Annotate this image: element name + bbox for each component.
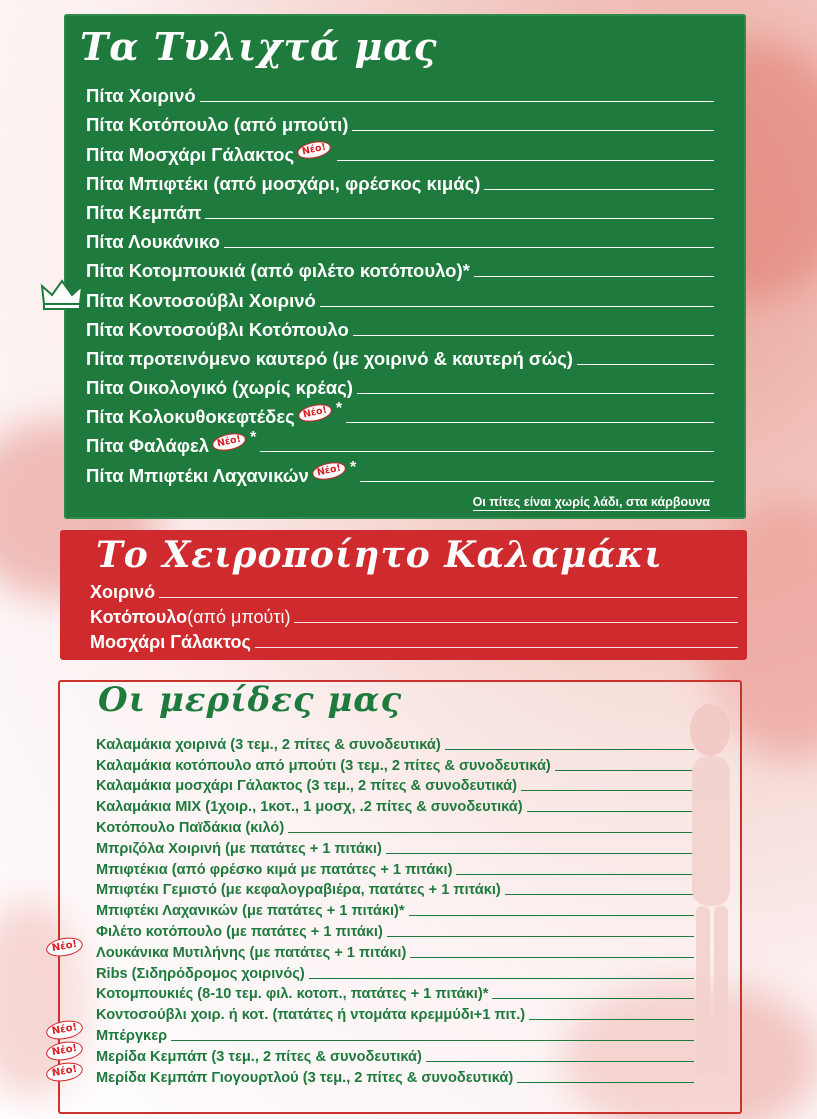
dotted-leader — [309, 978, 694, 979]
merides-item — [96, 919, 696, 940]
crown-icon — [40, 278, 84, 312]
dotted-leader — [200, 101, 714, 102]
pites-item — [86, 370, 716, 399]
new-badge: Νέο! — [45, 1039, 85, 1063]
merides-item — [96, 1065, 696, 1086]
merides-item — [96, 774, 696, 795]
dotted-leader — [445, 749, 694, 750]
merides-item-name: Καλαμάκια κοτόπουλο από μπούτι (3 τεμ., 2 πίτες & συνοδευτικά) — [96, 757, 551, 774]
new-badge: Νέο! — [45, 935, 85, 959]
new-badge: Νέο! — [311, 460, 348, 482]
merides-item-name: Μερίδα Κεμπάπ Γιογουρτλού (3 τεμ., 2 πίτες & συνοδευτικά) — [96, 1069, 514, 1086]
merides-item-name: Κοντοσούβλι χοιρ. ή κοτ. (πατάτες ή ντομάτα κρεμμύδι+1 πιτ.) — [96, 1007, 526, 1024]
pites-item-name: Πίτα Χοιρινό — [86, 85, 196, 107]
pites-item — [86, 428, 716, 457]
pites-item — [86, 282, 716, 311]
kalamaki-item — [90, 578, 740, 603]
pites-item-name: Πίτα Οικολογικό (χωρίς κρέας) — [86, 377, 353, 399]
kalamaki-item — [90, 628, 740, 653]
pites-item-name: Πίτα Κολοκυθοκεφτέδες — [86, 406, 295, 428]
merides-item-name: Καλαμάκια μοσχάρι Γάλακτος (3 τεμ., 2 πίτες & συνοδευτικά) — [96, 778, 517, 795]
merides-item-name: Μπριζόλα Χοιρινή (με πατάτες + 1 πιτάκι) — [96, 840, 382, 857]
pites-item-name: Πίτα Μπιφτέκι Λαχανικών — [86, 464, 309, 486]
new-badge: Νέο! — [211, 431, 248, 453]
dotted-leader — [346, 422, 714, 423]
dotted-leader — [410, 957, 694, 958]
chef-figure-icon — [670, 690, 740, 1110]
merides-item-name: Καλαμάκια χοιρινά (3 τεμ., 2 πίτες & συνοδευτικά) — [96, 736, 441, 753]
merides-list — [96, 732, 696, 1086]
dotted-leader — [505, 894, 694, 895]
dotted-leader — [484, 189, 714, 190]
pites-item-name: Πίτα Κοτομπουκιά (από φιλέτο κοτόπουλο)* — [86, 260, 470, 282]
kalamaki-item-name: Χοιρινό — [90, 582, 156, 602]
merides-item — [96, 1002, 696, 1023]
dotted-leader — [517, 1082, 694, 1083]
kalamaki-item-name: Μοσχάρι Γάλακτος — [90, 632, 251, 652]
pites-item-name: Πίτα Μοσχάρι Γάλακτος — [86, 143, 295, 165]
dotted-leader — [288, 832, 694, 833]
pites-item — [86, 253, 716, 282]
merides-item — [96, 961, 696, 982]
pites-item — [86, 341, 716, 370]
dotted-leader — [474, 276, 714, 277]
merides-item — [96, 940, 696, 961]
merides-item-name: Μπιφτέκια (από φρέσκο κιμά με πατάτες + 1 πιτάκι) — [96, 861, 453, 878]
dotted-leader — [352, 130, 714, 131]
pites-item — [86, 166, 716, 195]
dotted-leader — [386, 853, 694, 854]
new-badge: Νέο! — [45, 1060, 85, 1084]
pites-item — [86, 457, 716, 486]
kalamaki-list — [90, 578, 740, 653]
pites-item-name: Πίτα προτεινόμενο καυτερό (με χοιρινό & καυτερή σώς) — [86, 347, 573, 369]
merides-item — [96, 753, 696, 774]
dotted-leader — [357, 393, 714, 394]
dotted-leader — [159, 597, 738, 598]
merides-item — [96, 836, 696, 857]
dotted-leader — [409, 915, 694, 916]
merides-item — [96, 732, 696, 753]
merides-item-name: Μπιφτέκι Γεμιστό (με κεφαλογραβιέρα, πατάτες + 1 πιτάκι) — [96, 882, 501, 899]
merides-item — [96, 1044, 696, 1065]
pites-item-name: Πίτα Λουκάνικο — [86, 231, 220, 253]
dotted-leader — [360, 481, 714, 482]
pites-section — [64, 14, 746, 519]
pites-item — [86, 195, 716, 224]
kalamaki-title: Το Χειροποίητο Καλαμάκι — [96, 534, 663, 576]
merides-item-name: Καλαμάκια MIX (1χοιρ., 1κοτ., 1 μοσχ, .2 πίτες & συνοδευτικά) — [96, 799, 523, 816]
merides-item — [96, 1023, 696, 1044]
dotted-leader — [224, 247, 714, 248]
merides-item-name: Κοτόπουλο Παϊδάκια (κιλό) — [96, 819, 285, 836]
merides-item — [96, 878, 696, 899]
new-badge: Νέο! — [297, 401, 334, 423]
dotted-leader — [320, 306, 714, 307]
dotted-leader — [260, 451, 714, 452]
merides-item — [96, 857, 696, 878]
kalamaki-section — [60, 530, 747, 660]
dotted-leader — [387, 936, 694, 937]
dotted-leader — [527, 811, 694, 812]
merides-item — [96, 815, 696, 836]
dotted-leader — [492, 998, 694, 999]
pites-item-name: Πίτα Κοτόπουλο (από μπούτι) — [86, 114, 349, 136]
dotted-leader — [456, 874, 694, 875]
merides-item-name: Μπέργκερ — [96, 1027, 168, 1044]
pites-item — [86, 399, 716, 428]
asterisk-icon: * — [250, 429, 257, 447]
pites-item — [86, 136, 716, 165]
pites-note: Οι πίτες είναι χωρίς λάδι, στα κάρβουνα — [472, 495, 710, 509]
pites-item — [86, 312, 716, 341]
merides-item — [96, 794, 696, 815]
merides-section — [51, 680, 742, 1114]
pites-item-name: Πίτα Φαλάφελ — [86, 435, 210, 457]
merides-item — [96, 898, 696, 919]
kalamaki-item-suffix: (από μπούτι) — [187, 607, 291, 627]
merides-item-name: Φιλέτο κοτόπουλο (με πατάτες + 1 πιτάκι) — [96, 923, 383, 940]
kalamaki-item — [90, 603, 740, 628]
dotted-leader — [171, 1040, 694, 1041]
merides-item-name: Μπιφτέκι Λαχανικών (με πατάτες + 1 πιτάκι)* — [96, 903, 405, 920]
dotted-leader — [353, 335, 714, 336]
merides-item — [96, 982, 696, 1003]
merides-item-name: Ribs (Σιδηρόδρομος χοιρινός) — [96, 965, 305, 982]
dotted-leader — [205, 218, 714, 219]
new-badge: Νέο! — [45, 1018, 85, 1042]
dotted-leader — [521, 790, 694, 791]
pites-list — [86, 78, 716, 487]
new-badge: Νέο! — [296, 139, 333, 161]
pites-item — [86, 78, 716, 107]
kalamaki-item-name: Κοτόπουλο — [90, 607, 188, 627]
asterisk-icon: * — [335, 400, 343, 418]
pites-item-name: Πίτα Μπιφτέκι (από μοσχάρι, φρέσκος κιμάς) — [86, 172, 481, 194]
merides-item-name: Κοτομπουκιές (8-10 τεμ. φιλ. κοτοπ., πατάτες + 1 πιτάκι)* — [96, 986, 489, 1003]
dotted-leader — [337, 160, 714, 161]
asterisk-icon: * — [349, 458, 357, 476]
merides-item-name: Μερίδα Κεμπάπ (3 τεμ., 2 πίτες & συνοδευτικά) — [96, 1048, 422, 1065]
dotted-leader — [426, 1061, 694, 1062]
dotted-leader — [577, 364, 714, 365]
pites-item — [86, 224, 716, 253]
pites-item-name: Πίτα Κοντοσούβλι Χοιρινό — [86, 289, 316, 311]
merides-item-name: Λουκάνικα Μυτιλήνης (με πατάτες + 1 πιτάκι) — [96, 944, 407, 961]
pites-title: Τα Τυλιχτά μας — [80, 24, 438, 69]
pites-item-name: Πίτα Κεμπάπ — [86, 201, 202, 223]
pites-item-name: Πίτα Κοντοσούβλι Κοτόπουλο — [86, 318, 349, 340]
merides-title: Οι μερίδες μας — [98, 680, 403, 720]
dotted-leader — [294, 622, 738, 623]
dotted-leader — [255, 647, 738, 648]
pites-item — [86, 107, 716, 136]
